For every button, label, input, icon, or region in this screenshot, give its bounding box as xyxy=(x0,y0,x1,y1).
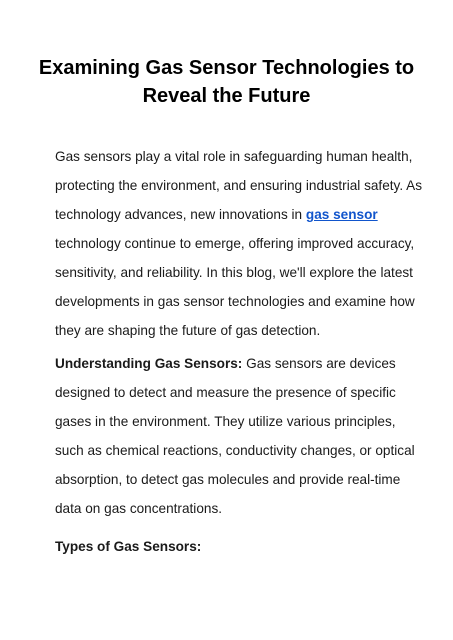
intro-line-2: protecting the environment, and ensuring industrial safety. As xyxy=(55,178,422,193)
types-heading: Types of Gas Sensors: xyxy=(55,539,202,554)
understanding-line-6: data on gas concentrations. xyxy=(55,501,223,516)
understanding-line-2: designed to detect and measure the presence of specific xyxy=(55,385,396,400)
understanding-paragraph xyxy=(55,349,435,523)
types-heading-paragraph xyxy=(55,532,435,561)
understanding-line-4: such as chemical reactions, conductivity changes, or optical xyxy=(55,443,415,458)
understanding-line-1-text: Gas sensors are devices xyxy=(242,356,396,371)
title-line-2: Reveal the Future xyxy=(142,85,311,107)
document-title xyxy=(30,54,423,110)
intro-line-7: they are shaping the future of gas detection. xyxy=(55,323,321,338)
gas-sensor-link[interactable]: gas sensor xyxy=(305,207,378,222)
understanding-line-3: gases in the environment. They utilize various principles, xyxy=(55,414,396,429)
intro-line-6: developments in gas sensor technologies and examine how xyxy=(55,294,415,309)
intro-paragraph xyxy=(55,142,435,345)
intro-line-4: technology continue to emerge, offering improved accuracy, xyxy=(55,236,415,251)
intro-line-3-text: technology advances, new innovations in xyxy=(55,207,306,222)
understanding-heading: Understanding Gas Sensors: xyxy=(55,356,243,371)
intro-line-5: sensitivity, and reliability. In this blog, we'll explore the latest xyxy=(55,265,413,280)
intro-line-3 xyxy=(55,200,435,229)
understanding-line-1 xyxy=(55,349,435,378)
intro-line-1: Gas sensors play a vital role in safeguarding human health, xyxy=(55,149,413,164)
title-line-1: Examining Gas Sensor Technologies to xyxy=(38,57,415,79)
understanding-line-5: absorption, to detect gas molecules and provide real-time xyxy=(55,472,401,487)
